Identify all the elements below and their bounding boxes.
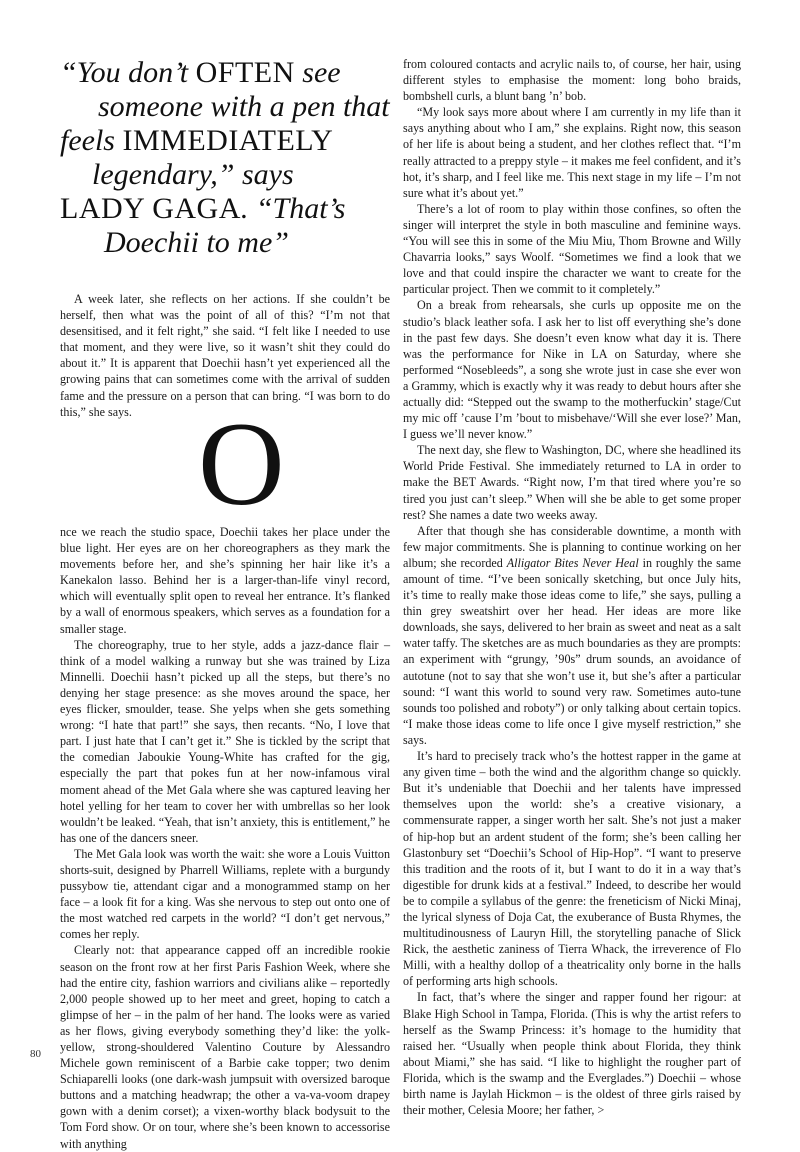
body-paragraph: A week later, she reflects on her actions. If she couldn’t be herself, then what was the point of all of this? “I’m not that desensitised, and it felt right,” she said. “I felt like I needed to use that moment, and they were live, so it wasn’t shit they could do about it.” It is apparent that Doechii hasn’t yet experienced all the growing pains that can sometimes come with the arrival of sudden fame and the pressure on a person that can bring. “I was born to do this,” she says. <box>60 292 390 419</box>
pull-quote-text: see <box>294 56 341 89</box>
pull-quote-text: . “That’s <box>240 192 346 225</box>
left-column-bottom <box>60 524 390 1152</box>
pull-quote-line-6: Doechii to me” <box>104 226 289 259</box>
album-title: Alligator Bites Never Heal <box>506 555 639 570</box>
body-paragraph <box>403 523 741 748</box>
pull-quote-text: “You don’t <box>60 56 196 89</box>
pull-quote-line-4: legendary,” says <box>92 158 294 191</box>
body-paragraph: nce we reach the studio space, Doechii takes her place under the blue light. Her eyes are on her choreographers as they mark the movements before her, and she’s spinning her hair like it’s a Kanekalon lasso. Behind her is a larger-than-life vinyl record, which will eventually split open to reveal her entrance. It’s flanked by a wall of enormous speakers, which serves as a foundation for a smaller stage. <box>60 525 390 636</box>
body-paragraph: It’s hard to precisely track who’s the hottest rapper in the game at any given time – both the wind and the algorithm change so quickly. But it’s undeniable that Doechii and her talents have impressed themselves upon the world: she’s a creative visionary, a commensurate rapper, a singer worth her salt. She’s not just a maker of hip-hop but an ardent student of the form; she’s been calling her Glastonbury set “Doechii’s School of Hip-Hop”. “I want to preserve this tradition and the roots of it, but I want to do it in a way that’s digestible for drunk kids at a festival.” Indeed, to describe her would be to compile a syllabus of the genre: the freneticism of Nicki Minaj, the lyrical slyness of Doja Cat, the exuberance of Busta Rhymes, the multitudinousness of Lauryn Hill, the storytelling panache of Slick Rick, the aesthetic zaniness of Tierra Whack, the irreverence of Flo Milli, with a healthy dollop of a theatricality only borne in the halls of performing arts high schools. <box>403 749 741 989</box>
body-paragraph: On a break from rehearsals, she curls up opposite me on the studio’s black leather sofa. I ask her to list off everything she’s done in the past few days. She doesn’t even know what day it is. There was the performance for Nike in LA on Saturday, where she performed “Nosebleeds”, a song she wrote just in case she ever won a Grammy, which is exactly why it was ready to debut hours after she actually did: “Stepped out the swamp to the motherfuckin’ stage/Cut my mic off ’cause I’m ’bout to misbehave/‘Will she ever lose?’ Man, I guess we’ll never know.” <box>403 298 741 442</box>
pull-quote-text: feels <box>60 124 123 157</box>
pull-quote-line-1 <box>60 56 390 90</box>
body-text: After that though she has considerable downtime, a month with few major commitments. She is planning to continue working on her album; she recorded <box>403 523 741 570</box>
body-paragraph: Clearly not: that appearance capped off an incredible rookie season on the front row at her first Paris Fashion Week, where she had the entire city, fashion warriors and civilians alike – reportedly 2,000 people showed up to her meet and greet, hoping to catch a glimpse of her – in the palm of her hand. The looks were as varied as her flows, giving everybody something they’d like: the yolk-yellow, strong-shouldered Valentino Couture by Alessandro Michele gown reminiscent of a Barbie cake topper; two denim Schiaparelli looks (one dark-wash jumpsuit with oversized baroque buttons and a matching headwrap; the other a va-va-voom drapey gown with a denim corset); a vixen-worthy black bodysuit to the Tom Ford show. Or on tour, where she’s been known to accessorise with anything <box>60 943 390 1151</box>
body-paragraph: The Met Gala look was worth the wait: she wore a Louis Vuitton shorts-suit, designed by Pharrell Williams, replete with a burgundy pussybow tie, attendant cigar and a monogrammed stamp on her face – a look fit for a king. Was she nervous to step out onto one of the most watched red carpets in the world? “I don’t get nervous,” comes her reply. <box>60 846 390 942</box>
body-text: in roughly the same amount of time. “I’ve been sonically sketching, but once July hits, it’s time to really make those ideas come to life,” she says, pulling a thin grey sweatshirt over her head. Her ideas are more like downloads, she says, delivered to her brain as sweet and neat as a salt water taffy. The sketches are as much boundaries as they are prompts: an experiment with “grungy, ’90s” drum sounds, an avoidance of autotune (not to say that she won’t use it, but she’s after a particular sound: “I want this world to sound very raw. Sometimes auto-tune sounds too polished and roboty”) or only talking about certain topics. “I make those ideas come to life once I give myself restriction,” she says. <box>403 555 741 747</box>
pull-quote-speaker: LADY GAGA <box>60 192 241 225</box>
pull-quote-line-2: someone with a pen that <box>98 90 390 123</box>
pull-quote-line-5 <box>60 192 390 226</box>
right-column <box>403 56 741 1118</box>
body-paragraph: In fact, that’s where the singer and rapper found her rigour: at Blake High School in Tampa, Florida. (This is why the artist refers to herself as the Swamp Princess: it’s homage to the humidity that raised her. “Usually when people think about Florida, they think about Miami,” she has said. “I like to highlight the rougher part of Florida, which is the swamp and the Everglades.”) Doechii – whose birth name is Jaylah Hickmon – is the oldest of three girls raised by their mother, Celesia Moore; her father, > <box>403 990 741 1118</box>
pull-quote-line-3 <box>60 124 390 158</box>
page-number: 80 <box>30 1048 41 1060</box>
pull-quote-emphasis: IMMEDIATELY <box>122 124 334 157</box>
pull-quote <box>60 56 390 260</box>
body-paragraph: There’s a lot of room to play within those confines, so often the singer will interpret the style in both masculine and feminine ways. “You will see this in some of the Miu Miu, Thom Browne and Willy Chavarria looks,” says Woolf. “Sometimes we find a look that we love and that could inspire the character we want to create for the particular project. Then we commit to it completely.” <box>403 201 741 297</box>
body-paragraph: The choreography, true to her style, adds a jazz-dance flair – think of a model walking a runway but she was trained by Liza Minnelli. Doechii hasn’t picked up all the steps, but there’s no denying her stage presence: as she moves around the space, her eyes flicker, smoulder, tease. She yelps when she gets something wrong: “I hate that part!” she says, then recants. “No, I love that part. I just hate that I can’t get it.” She is tickled by the script that the comedian Jaboukie Young-White has crafted for the gig, especially the part that pokes fun at her now-infamous viral moment ahead of the Met Gala where she was captured leaving her hotel yelling for her team to cover her with umbrellas so her look wouldn’t be leaked. “Yeah, that isn’t anxiety, this is entitlement,” he has one of the dancers sneer. <box>60 637 390 845</box>
body-paragraph: from coloured contacts and acrylic nails to, of course, her hair, using different styles to emphasise the moment: long boho braids, bombshell curls, a blunt bang ’n’ bob. <box>403 57 741 104</box>
body-paragraph: The next day, she flew to Washington, DC, where she headlined its World Pride Festival. She immediately returned to LA in order to make the BET Awards. “Right now, I’m that tired where you’re so tired you just can’t sleep.” When will she be able to get some proper rest? She names a date two weeks away. <box>403 443 741 522</box>
drop-cap: O <box>198 397 285 530</box>
pull-quote-emphasis: OFTEN <box>195 56 295 89</box>
body-paragraph: “My look says more about where I am currently in my life than it says anything about who I am,” she explains. Right now, this season of her life is about being a student, and her clothes reflect that. “I’m really attracted to a preppy style – it makes me feel confident, and it’s hot, it’s sharp, and I feel like me. This next stage in my life – I’m not sure what it’s about yet.” <box>403 105 741 200</box>
